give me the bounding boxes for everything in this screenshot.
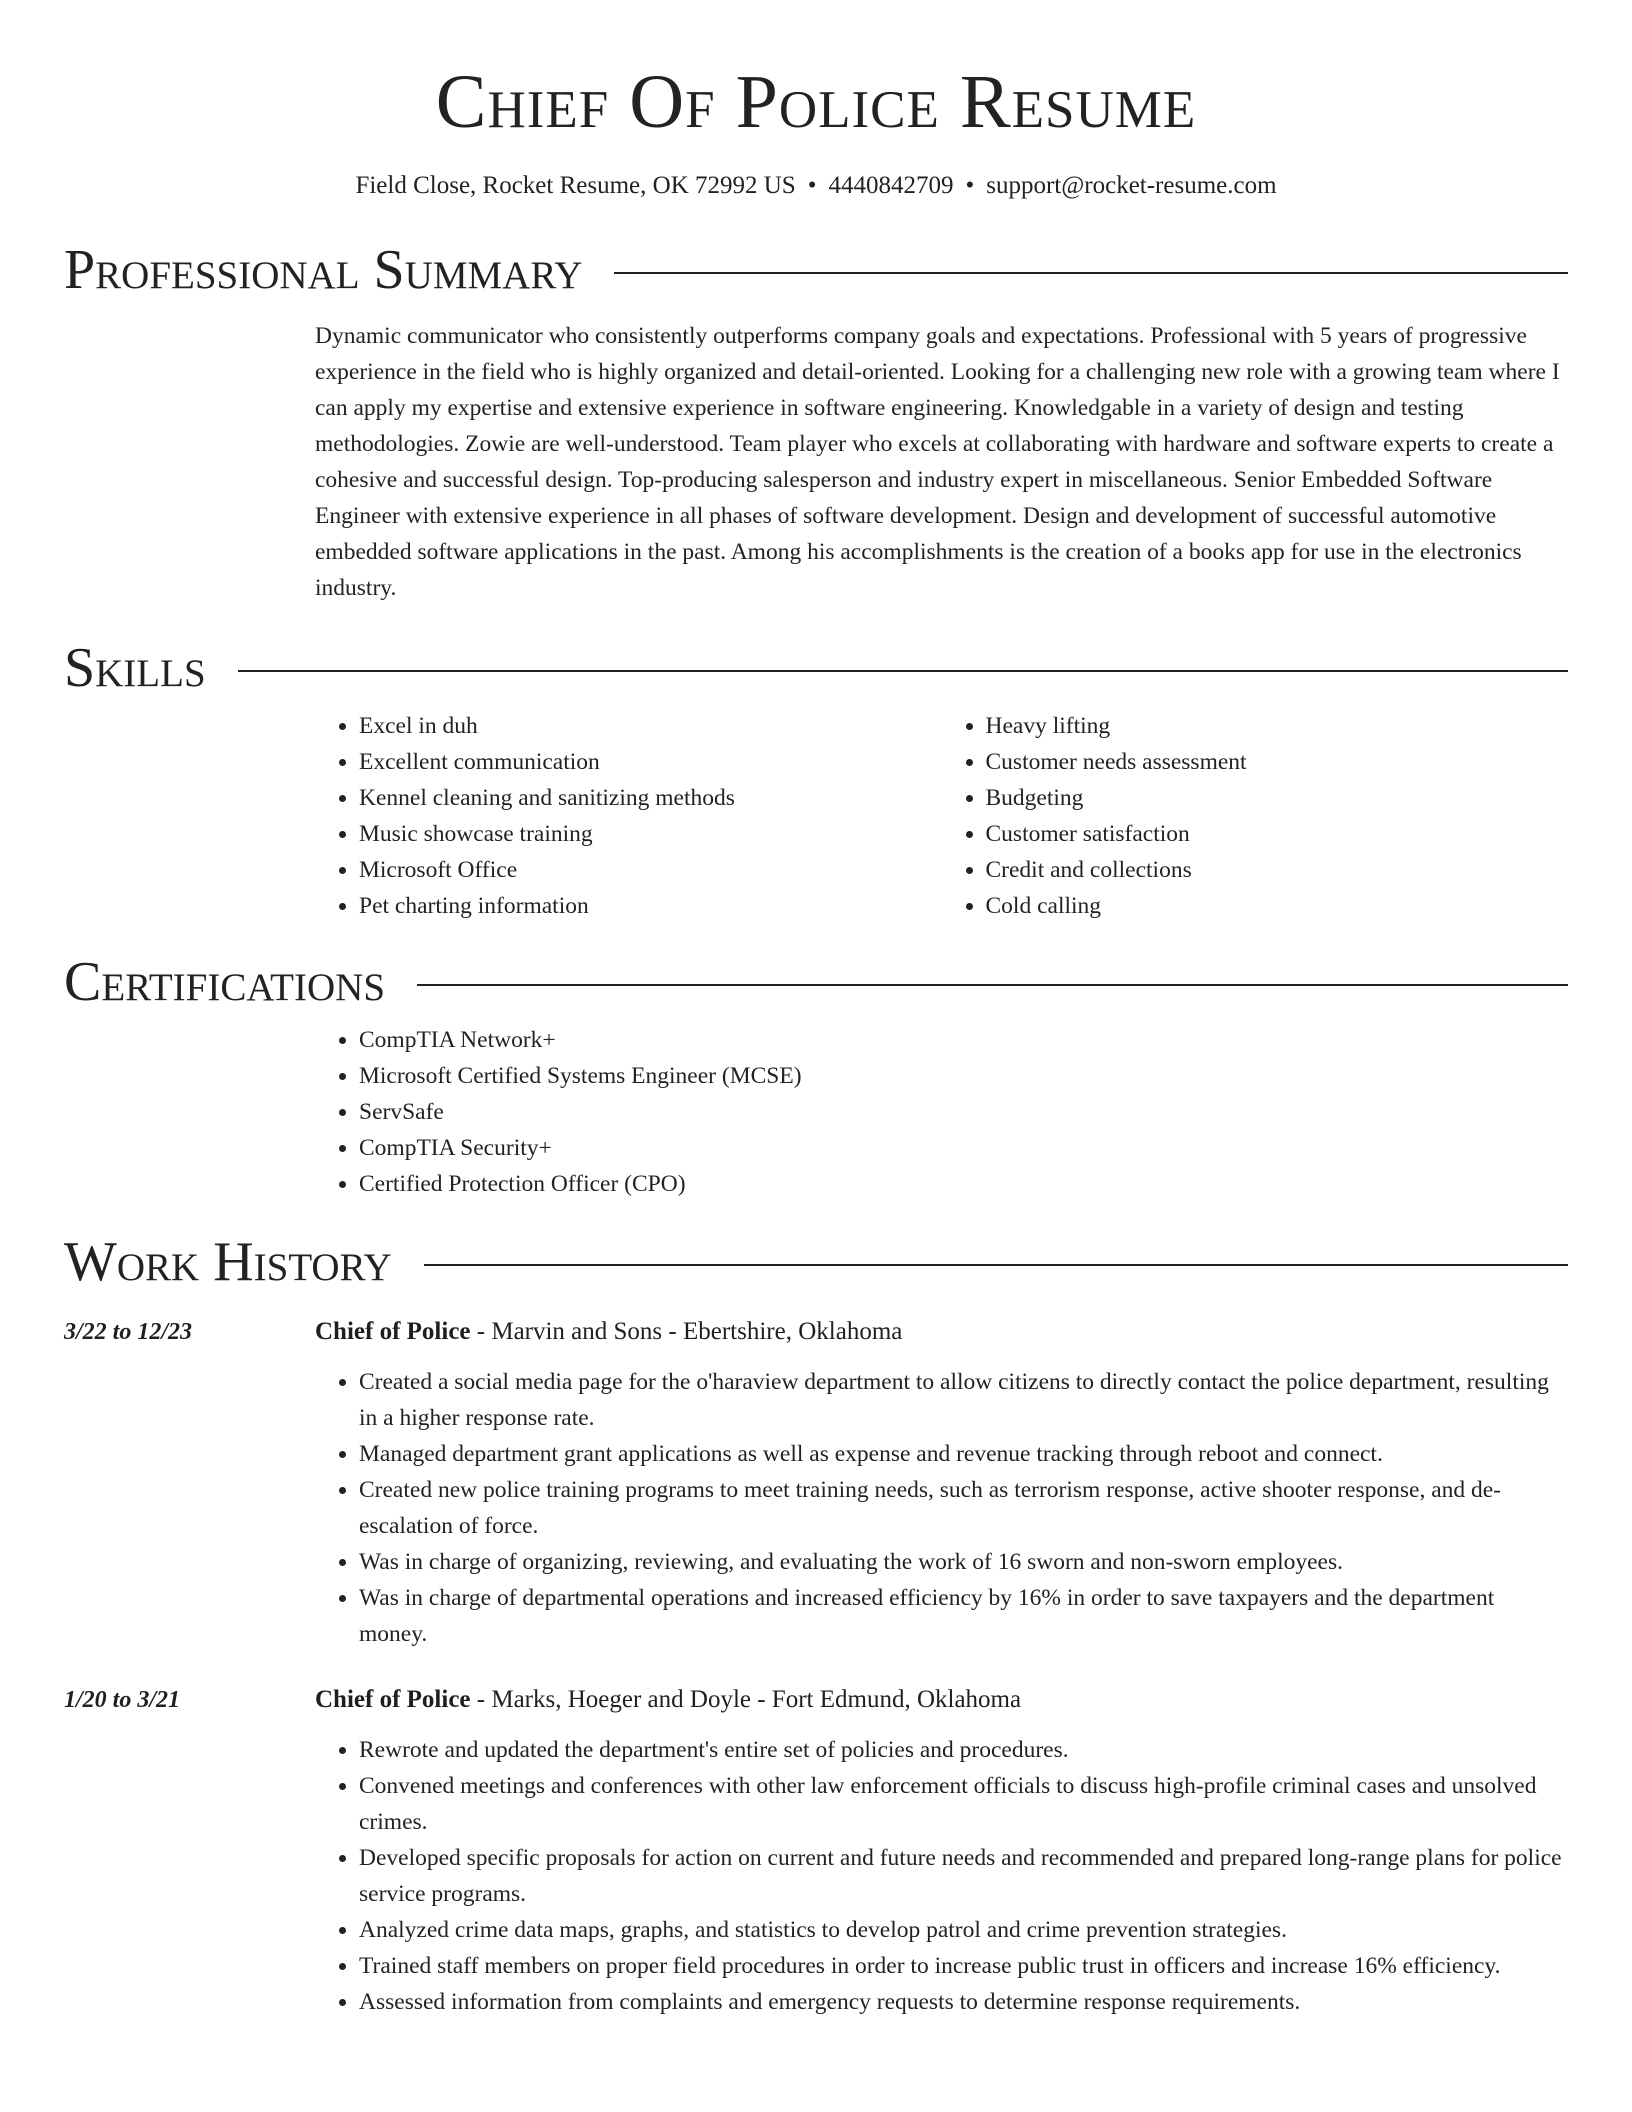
list-item: • Was in charge of departmental operations and increased efficiency by 16% in order to save taxpayers and the department money.: [359, 1580, 1568, 1652]
job-header: [64, 1682, 1568, 1718]
job-bullets: [315, 1732, 1568, 2020]
job-title: Chief of Police: [315, 1318, 471, 1345]
job-header: [64, 1314, 1568, 1350]
list-item: • Excel in duh: [359, 708, 942, 744]
work-history-heading: Work History: [64, 1231, 392, 1293]
list-item: • Certified Protection Officer (CPO): [359, 1166, 1568, 1202]
list-item: • Heavy lifting: [986, 708, 1569, 744]
list-item: • Credit and collections: [986, 852, 1569, 888]
list-item: • Trained staff members on proper field procedures in order to increase public trust in officers and increase 16% efficiency.: [359, 1948, 1568, 1984]
list-item: • Created a social media page for the o'haraview department to allow citizens to directly contact the police department, resulting in a higher response rate.: [359, 1364, 1568, 1436]
certifications-body: [315, 1022, 1568, 1202]
skills-section-header: [64, 637, 1568, 699]
contact-separator: •: [965, 172, 975, 199]
job-title: Chief of Police: [315, 1686, 471, 1713]
job-entry: [64, 1314, 1568, 1652]
section-divider: [424, 1264, 1568, 1266]
list-item: • Managed department grant applications as well as expense and revenue tracking through reboot and connect.: [359, 1436, 1568, 1472]
job-employer: - Marvin and Sons - Ebertshire, Oklahoma: [470, 1318, 903, 1345]
list-item: • Pet charting information: [359, 888, 942, 924]
job-employer: - Marks, Hoeger and Doyle - Fort Edmund, Oklahoma: [470, 1686, 1022, 1713]
job-bullets: [315, 1364, 1568, 1652]
skills-list-left: [315, 708, 942, 924]
contact-phone: 4440842709: [828, 172, 954, 199]
summary-heading: Professional Summary: [64, 239, 583, 301]
list-item: • Customer needs assessment: [986, 744, 1569, 780]
list-item: • Rewrote and updated the department's entire set of policies and procedures.: [359, 1732, 1568, 1768]
job-dates: 1/20 to 3/21: [64, 1687, 181, 1713]
section-divider: [417, 984, 1568, 986]
job-info: [315, 1682, 1021, 1718]
job-info: [315, 1314, 902, 1350]
list-item: • Microsoft Office: [359, 852, 942, 888]
contact-email: support@rocket-resume.com: [986, 172, 1277, 199]
list-item: • CompTIA Security+: [359, 1130, 1568, 1166]
list-item: • Analyzed crime data maps, graphs, and statistics to develop patrol and crime prevention strategies.: [359, 1912, 1568, 1948]
list-item: • Developed specific proposals for action on current and future needs and recommended and prepared long-range plans for police service programs.: [359, 1840, 1568, 1912]
list-item: • Budgeting: [986, 780, 1569, 816]
contact-address: Field Close, Rocket Resume, OK 72992 US: [355, 172, 796, 199]
contact-line: [64, 172, 1568, 200]
summary-text: Dynamic communicator who consistently outperforms company goals and expectations. Professional with 5 years of progressive experience in the field who is highly organized and detail-oriented. Looking for a challenging new role with a growing team where I can apply my expertise and extensive experience in software engineering. Knowledgable in a variety of design and testing methodologies. Zowie are well-understood. Team player who excels at collaborating with hardware and software experts to create a cohesive and successful design. Top-producing salesperson and industry expert in miscellaneous. Senior Embedded Software Engineer with extensive experience in all phases of software development. Design and development of successful automotive embedded software applications in the past. Among his accomplishments is the creation of a books app for use in the electronics industry.: [315, 323, 1560, 601]
job-bullet-list: [315, 1732, 1568, 2020]
list-item: • Customer satisfaction: [986, 816, 1569, 852]
list-item: • Kennel cleaning and sanitizing methods: [359, 780, 942, 816]
certifications-heading: Certifications: [64, 951, 386, 1013]
list-item: • Excellent communication: [359, 744, 942, 780]
skills-heading: Skills: [64, 637, 206, 699]
job-dates: 3/22 to 12/23: [64, 1319, 193, 1345]
list-item: • ServSafe: [359, 1094, 1568, 1130]
list-item: • Created new police training programs to meet training needs, such as terrorism response, active shooter response, and de-escalation of force.: [359, 1472, 1568, 1544]
section-divider: [238, 670, 1568, 672]
summary-section-header: [64, 239, 1568, 301]
skills-list-right: [942, 708, 1569, 924]
resume-title: Chief Of Police Resume: [435, 60, 1197, 144]
certifications-section-header: [64, 951, 1568, 1013]
job-entry: [64, 1682, 1568, 2020]
list-item: • Microsoft Certified Systems Engineer (MCSE): [359, 1058, 1568, 1094]
list-item: • CompTIA Network+: [359, 1022, 1568, 1058]
section-divider: [614, 272, 1568, 274]
list-item: • Music showcase training: [359, 816, 942, 852]
certifications-list: [315, 1022, 1568, 1202]
work-history-jobs: [64, 1314, 1568, 2020]
list-item: • Assessed information from complaints and emergency requests to determine response requirements.: [359, 1984, 1568, 2020]
skills-grid: [315, 708, 1568, 924]
list-item: • Convened meetings and conferences with other law enforcement officials to discuss high-profile criminal cases and unsolved crimes.: [359, 1768, 1568, 1840]
list-item: • Was in charge of organizing, reviewing, and evaluating the work of 16 sworn and non-sworn employees.: [359, 1544, 1568, 1580]
contact-separator: •: [807, 172, 817, 199]
job-bullet-list: [315, 1364, 1568, 1652]
work-history-section-header: [64, 1231, 1568, 1293]
list-item: • Cold calling: [986, 888, 1569, 924]
